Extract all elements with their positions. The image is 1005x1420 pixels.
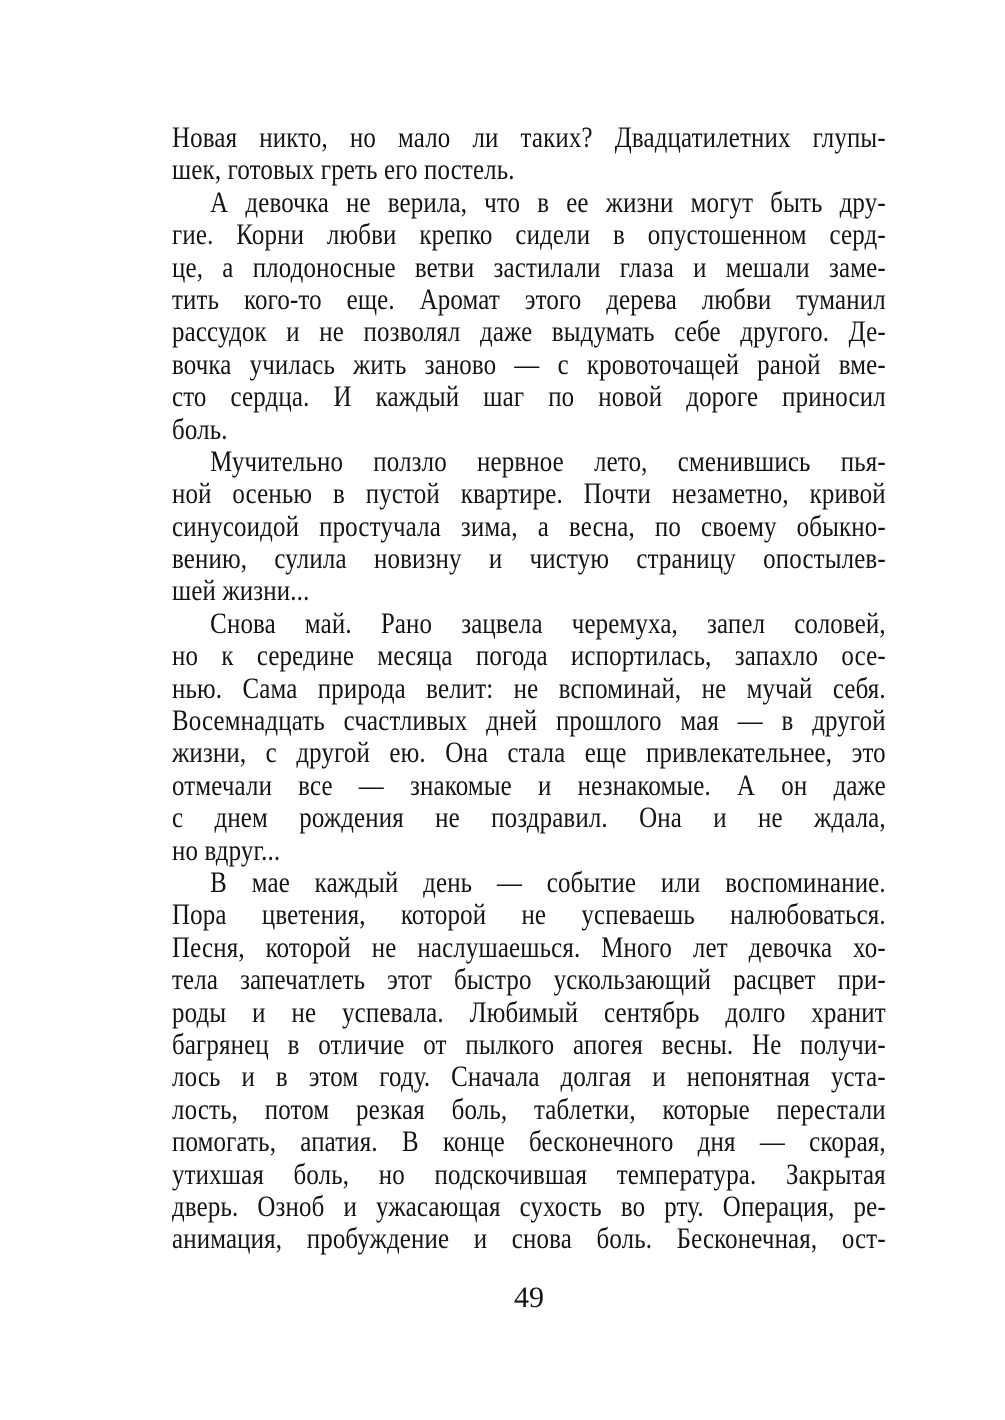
text-line: лость, потом резкая боль, таблетки, которые перестали xyxy=(172,1092,886,1126)
text-line: гие. Корни любви крепко сидели в опустошенном серд- xyxy=(172,218,886,252)
text-line: но вдруг... xyxy=(172,833,281,867)
page-number: 49 xyxy=(514,1281,544,1314)
text-line: В мае каждый день — событие или воспоминание. xyxy=(210,865,886,899)
text-block xyxy=(172,122,886,1256)
text-line: синусоидой простучала зима, а весна, по своему обыкно- xyxy=(172,509,886,543)
text-line: рассудок и не позволял даже выдумать себе другого. Де- xyxy=(172,315,886,349)
text-line: шей жизни... xyxy=(172,574,310,608)
text-line: нью. Сама природа велит: не вспоминай, не мучай себя. xyxy=(172,671,886,705)
text-line: утихшая боль, но подскочившая температура. Закрытая xyxy=(172,1157,886,1191)
text-line: Пора цветения, которой не успеваешь налюбоваться. xyxy=(172,898,886,932)
text-line: тить кого-то еще. Аромат этого дерева любви туманил xyxy=(172,282,886,316)
text-line: шек, готовых греть его постель. xyxy=(172,153,515,187)
text-line: ной осенью в пустой квартире. Почти незаметно, кривой xyxy=(172,477,886,511)
text-line: багрянец в отличие от пылкого апогея весны. Не получи- xyxy=(172,1027,886,1061)
text-line: дверь. Озноб и ужасающая сухость во рту. Операция, ре- xyxy=(172,1189,886,1223)
text-line: жизни, с другой ею. Она стала еще привлекательнее, это xyxy=(172,736,886,770)
text-line: сто сердца. И каждый шаг по новой дороге приносил xyxy=(172,380,886,414)
text-line: тела запечатлеть этот быстро ускользающий расцвет при- xyxy=(172,963,886,997)
text-line: Восемнадцать счастливых дней прошлого мая — в другой xyxy=(172,704,886,738)
text-line: Снова май. Рано зацвела черемуха, запел соловей, xyxy=(210,606,886,640)
text-line: с днем рождения не поздравил. Она и не ждала, xyxy=(172,801,886,835)
text-line: лось и в этом году. Сначала долгая и непонятная уста- xyxy=(172,1060,886,1094)
text-line: це, а плодоносные ветви застилали глаза и мешали заме- xyxy=(172,250,886,284)
text-line: Новая никто, но мало ли таких? Двадцатилетних глупы- xyxy=(172,121,886,154)
text-line: но к середине месяца погода испортилась, запахло осе- xyxy=(172,639,886,673)
text-line: вению, сулила новизну и чистую страницу опостылев- xyxy=(172,542,886,576)
text-line: отмечали все — знакомые и незнакомые. А он даже xyxy=(172,768,886,802)
text-line: Песня, которой не наслушаешься. Много лет девочка хо- xyxy=(172,930,886,964)
text-line: боль. xyxy=(172,412,228,446)
text-line: анимация, пробуждение и снова боль. Бесконечная, ост- xyxy=(172,1222,886,1256)
text-line: помогать, апатия. В конце бесконечного дня — скорая, xyxy=(172,1125,886,1159)
text-line: А девочка не верила, что в ее жизни могут быть дру- xyxy=(210,185,886,219)
text-line: роды и не успевала. Любимый сентябрь долго хранит xyxy=(172,995,886,1029)
text-line: вочка училась жить заново — с кровоточащей раной вме- xyxy=(172,347,886,381)
text-line: Мучительно ползло нервное лето, сменившись пья- xyxy=(210,444,886,478)
